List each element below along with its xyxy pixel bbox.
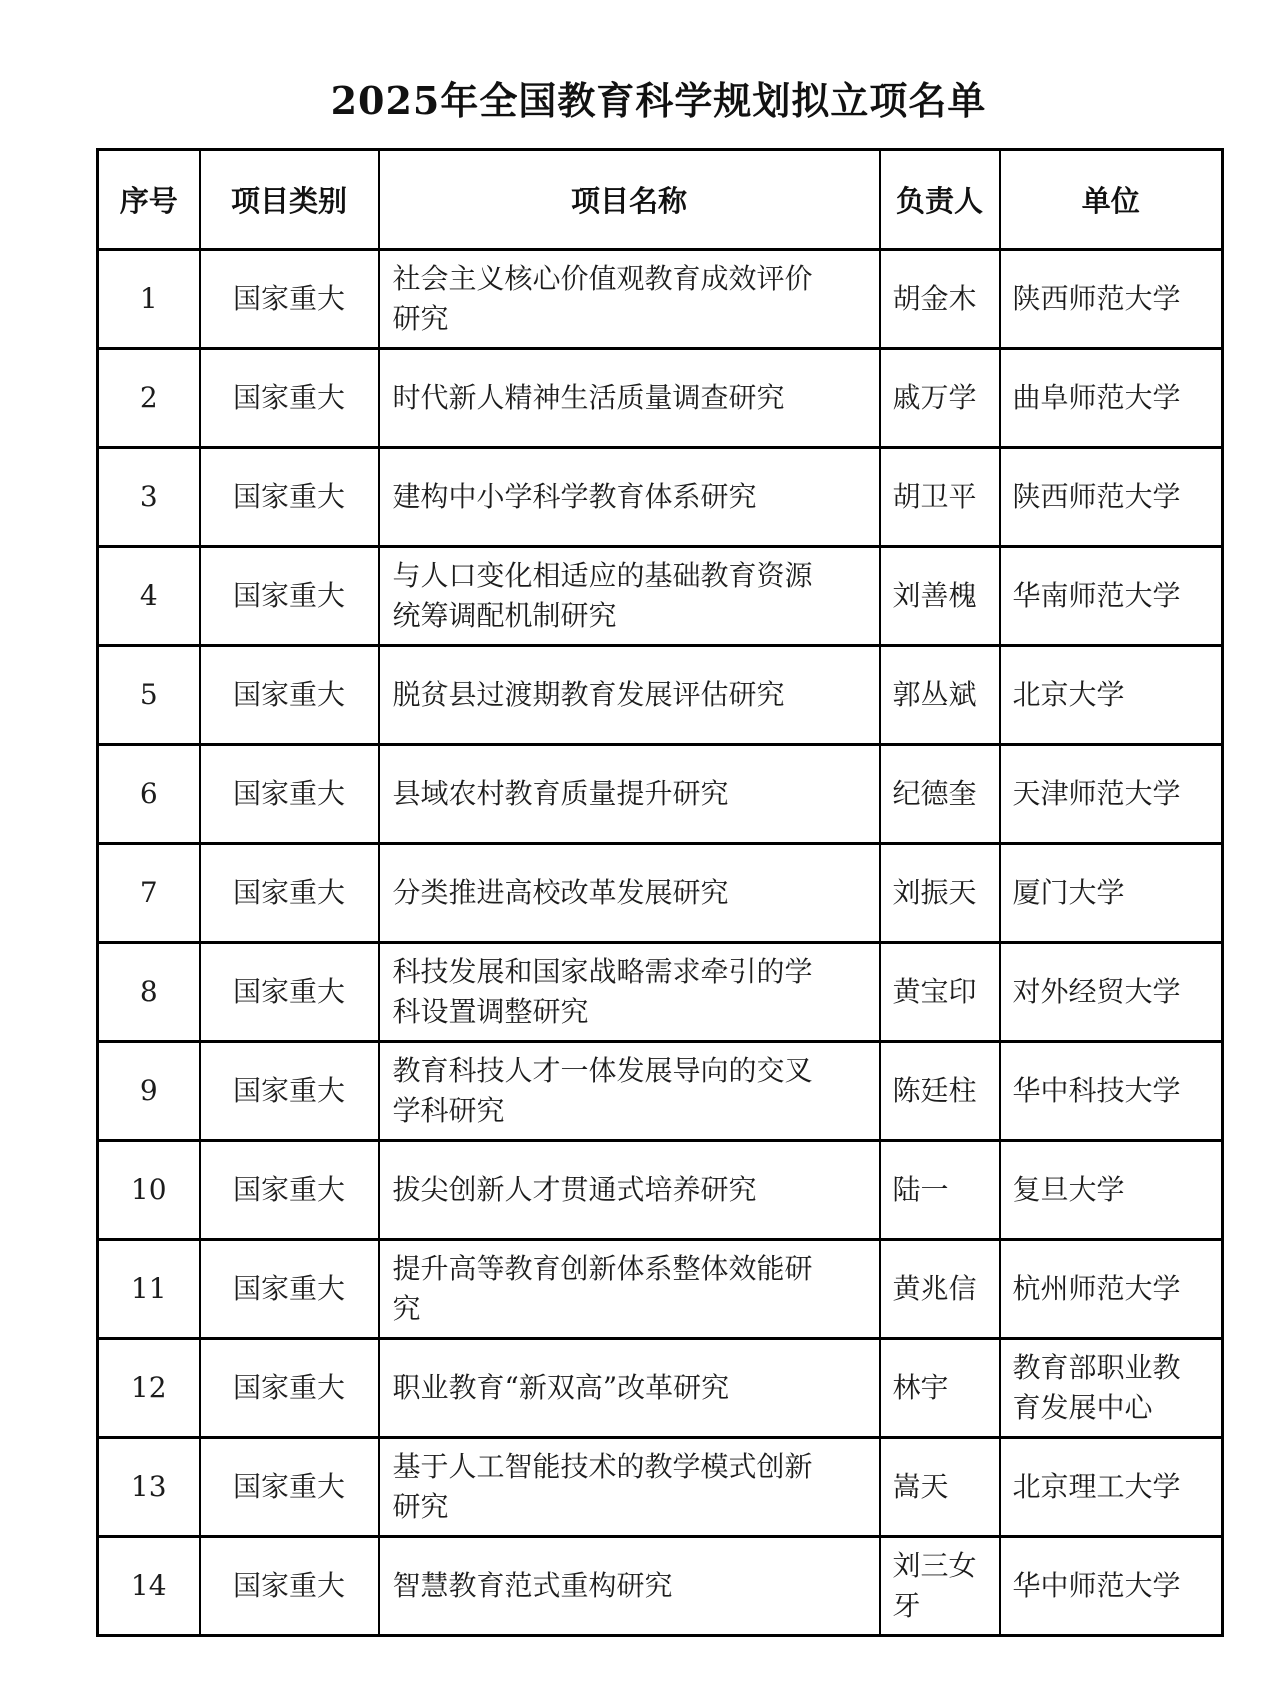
cell-leader: 陈廷柱	[880, 1042, 1000, 1141]
cell-project-name: 时代新人精神生活质量调查研究	[379, 349, 880, 448]
table-row	[98, 1339, 1223, 1438]
cell-project-category: 国家重大	[200, 646, 379, 745]
cell-project-name: 建构中小学科学教育体系研究	[379, 448, 880, 547]
cell-serial-number: 12	[98, 1339, 200, 1438]
cell-unit: 华中师范大学	[1000, 1537, 1223, 1636]
cell-leader: 纪德奎	[880, 745, 1000, 844]
cell-serial-number: 6	[98, 745, 200, 844]
cell-serial-number: 14	[98, 1537, 200, 1636]
table-row	[98, 250, 1223, 349]
cell-leader: 刘善槐	[880, 547, 1000, 646]
cell-leader: 戚万学	[880, 349, 1000, 448]
cell-project-category: 国家重大	[200, 844, 379, 943]
column-header-serial: 序号	[98, 150, 200, 250]
cell-unit: 陕西师范大学	[1000, 448, 1223, 547]
cell-project-category: 国家重大	[200, 1339, 379, 1438]
page-title: 2025年全国教育科学规划拟立项名单	[330, 78, 987, 123]
cell-serial-number: 8	[98, 943, 200, 1042]
cell-project-name: 科技发展和国家战略需求牵引的学科设置调整研究	[379, 943, 880, 1042]
cell-unit: 杭州师范大学	[1000, 1240, 1223, 1339]
header-row	[98, 150, 1223, 250]
cell-serial-number: 2	[98, 349, 200, 448]
cell-project-name: 县域农村教育质量提升研究	[379, 745, 880, 844]
cell-project-name: 社会主义核心价值观教育成效评价研究	[379, 250, 880, 349]
cell-serial-number: 3	[98, 448, 200, 547]
cell-project-category: 国家重大	[200, 1042, 379, 1141]
cell-project-category: 国家重大	[200, 1240, 379, 1339]
cell-leader: 黄兆信	[880, 1240, 1000, 1339]
column-header-name: 项目名称	[379, 150, 880, 250]
cell-project-name: 教育科技人才一体发展导向的交叉学科研究	[379, 1042, 880, 1141]
table-row	[98, 448, 1223, 547]
cell-unit: 厦门大学	[1000, 844, 1223, 943]
column-header-leader: 负责人	[880, 150, 1000, 250]
table-row	[98, 943, 1223, 1042]
cell-project-category: 国家重大	[200, 448, 379, 547]
cell-project-category: 国家重大	[200, 547, 379, 646]
cell-project-name: 提升高等教育创新体系整体效能研究	[379, 1240, 880, 1339]
cell-project-category: 国家重大	[200, 349, 379, 448]
cell-unit: 对外经贸大学	[1000, 943, 1223, 1042]
cell-unit: 复旦大学	[1000, 1141, 1223, 1240]
table-row	[98, 1240, 1223, 1339]
cell-serial-number: 11	[98, 1240, 200, 1339]
cell-project-name: 脱贫县过渡期教育发展评估研究	[379, 646, 880, 745]
cell-leader: 嵩天	[880, 1438, 1000, 1537]
cell-leader: 刘振天	[880, 844, 1000, 943]
cell-serial-number: 4	[98, 547, 200, 646]
cell-unit: 曲阜师范大学	[1000, 349, 1223, 448]
cell-unit: 华中科技大学	[1000, 1042, 1223, 1141]
cell-serial-number: 5	[98, 646, 200, 745]
projects-table	[96, 148, 1224, 1637]
cell-unit: 华南师范大学	[1000, 547, 1223, 646]
cell-project-category: 国家重大	[200, 1438, 379, 1537]
column-header-unit: 单位	[1000, 150, 1223, 250]
column-header-category: 项目类别	[200, 150, 379, 250]
cell-serial-number: 7	[98, 844, 200, 943]
cell-project-category: 国家重大	[200, 1537, 379, 1636]
cell-project-category: 国家重大	[200, 1141, 379, 1240]
cell-leader: 郭丛斌	[880, 646, 1000, 745]
table-row	[98, 844, 1223, 943]
cell-leader: 黄宝印	[880, 943, 1000, 1042]
cell-leader: 刘三女牙	[880, 1537, 1000, 1636]
table-row	[98, 1438, 1223, 1537]
cell-project-name: 智慧教育范式重构研究	[379, 1537, 880, 1636]
cell-project-name: 分类推进高校改革发展研究	[379, 844, 880, 943]
cell-project-category: 国家重大	[200, 745, 379, 844]
cell-leader: 陆一	[880, 1141, 1000, 1240]
cell-serial-number: 10	[98, 1141, 200, 1240]
cell-serial-number: 13	[98, 1438, 200, 1537]
table-row	[98, 1042, 1223, 1141]
cell-unit: 陕西师范大学	[1000, 250, 1223, 349]
cell-unit: 教育部职业教育发展中心	[1000, 1339, 1223, 1438]
table-row	[98, 547, 1223, 646]
table-row	[98, 1141, 1223, 1240]
cell-unit: 北京大学	[1000, 646, 1223, 745]
cell-unit: 北京理工大学	[1000, 1438, 1223, 1537]
table-row	[98, 745, 1223, 844]
cell-project-category: 国家重大	[200, 943, 379, 1042]
cell-serial-number: 1	[98, 250, 200, 349]
table-row	[98, 646, 1223, 745]
cell-leader: 胡卫平	[880, 448, 1000, 547]
cell-leader: 林宇	[880, 1339, 1000, 1438]
table-row	[98, 1537, 1223, 1636]
cell-project-name: 基于人工智能技术的教学模式创新研究	[379, 1438, 880, 1537]
cell-serial-number: 9	[98, 1042, 200, 1141]
cell-project-name: 与人口变化相适应的基础教育资源统筹调配机制研究	[379, 547, 880, 646]
cell-leader: 胡金木	[880, 250, 1000, 349]
table-row	[98, 349, 1223, 448]
cell-project-category: 国家重大	[200, 250, 379, 349]
cell-project-name: 职业教育“新双高”改革研究	[379, 1339, 880, 1438]
cell-unit: 天津师范大学	[1000, 745, 1223, 844]
cell-project-name: 拔尖创新人才贯通式培养研究	[379, 1141, 880, 1240]
